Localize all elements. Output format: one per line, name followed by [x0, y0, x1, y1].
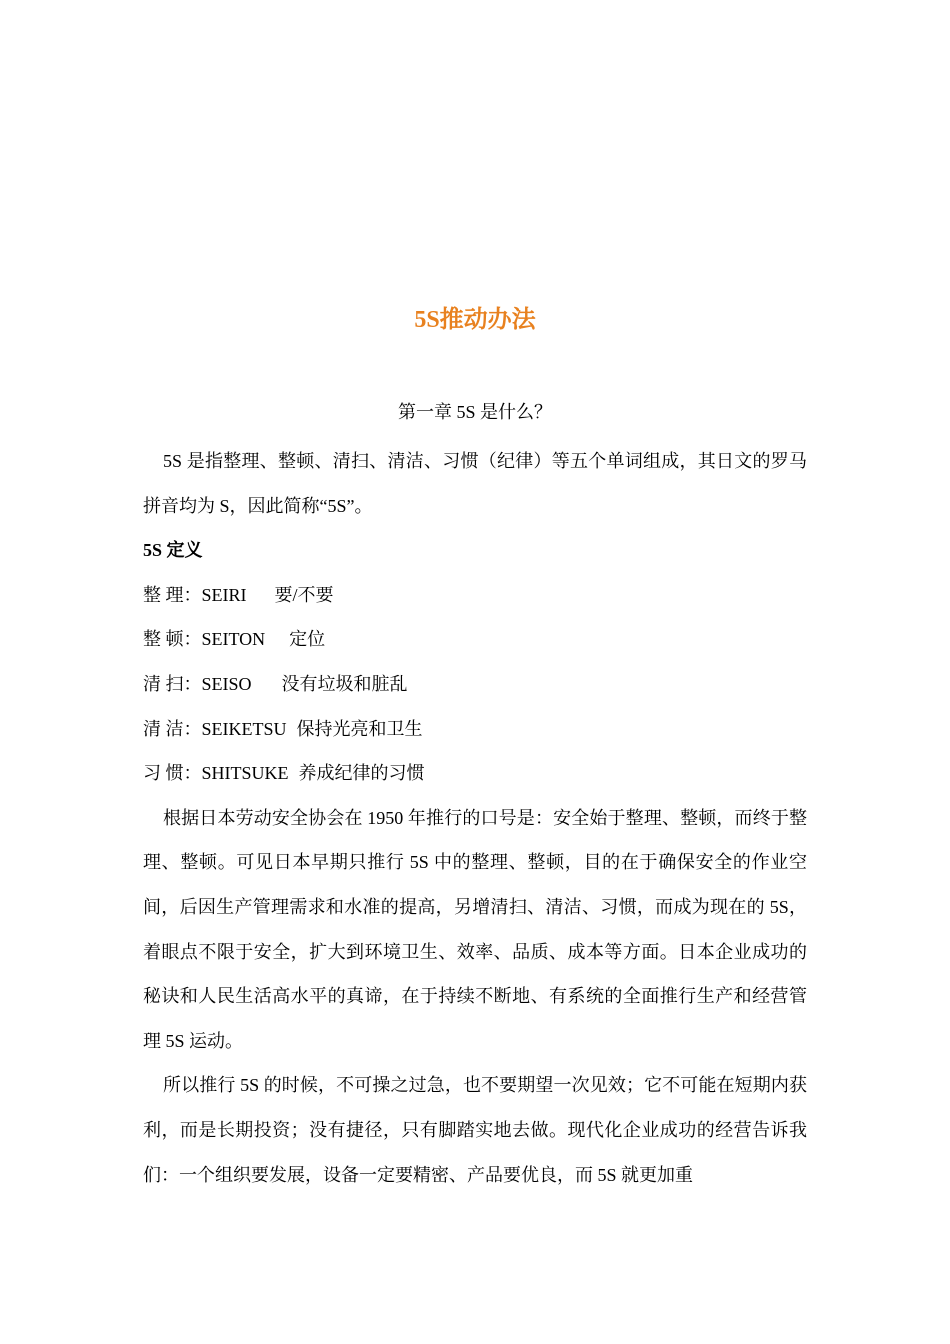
definition-item — [143, 662, 807, 707]
document-body — [143, 439, 807, 1197]
definition-heading: 5S 定义 — [143, 540, 203, 561]
practice-paragraph: 所以推行 5S 的时候，不可操之过急，也不要期望一次见效；它不可能在短期内获利，而是长期投资；没有捷径，只有脚踏实地去做。现代化企业成功的经营告诉我们：一个组织要发展，设备一定要精密、产品要优良，而 5S 就更加重 — [143, 1075, 807, 1185]
definition-item — [143, 751, 807, 796]
definition-item — [143, 707, 807, 752]
definition-item — [143, 617, 807, 662]
definition-meaning: 保持光亮和卫生 — [296, 718, 423, 739]
definition-term: 整 理：SEIRI — [143, 584, 247, 605]
definition-term: 习 惯：SHITSUKE — [143, 763, 289, 784]
definition-meaning: 养成纪律的习惯 — [298, 763, 425, 784]
history-paragraph: 根据日本劳动安全协会在 1950 年推行的口号是：安全始于整理、整顿，而终于整理、整顿。可见日本早期只推行 5S 中的整理、整顿，目的在于确保安全的作业空间，后因生产管理需求和水准的提高，另增清扫、清洁、习惯，而成为现在的 5S，着眼点不限于安全，扩大到环境卫生、效率、品质、成本等方面。日本企业成功的秘诀和人民生活高水平的真谛，在于持续不断地、有系统的全面推行生产和经营管理 5S 运动。 — [143, 807, 807, 1051]
definition-term: 清 洁：SEIKETSU — [143, 718, 287, 739]
definition-term: 清 扫：SEISO — [143, 673, 252, 694]
definition-term: 整 顿：SEITON — [143, 629, 266, 650]
intro-paragraph: 5S 是指整理、整顿、清扫、清洁、习惯（纪律）等五个单词组成，其日文的罗马拼音均为 S，因此简称“5S”。 — [143, 451, 807, 516]
definition-meaning: 没有垃圾和脏乱 — [281, 673, 408, 694]
definition-item — [143, 573, 807, 618]
chapter-heading: 第一章 5S 是什么？ — [397, 402, 552, 422]
document-title: 5S推动办法 — [414, 307, 536, 333]
definition-meaning: 定位 — [289, 629, 326, 650]
definition-meaning: 要/不要 — [274, 584, 334, 605]
